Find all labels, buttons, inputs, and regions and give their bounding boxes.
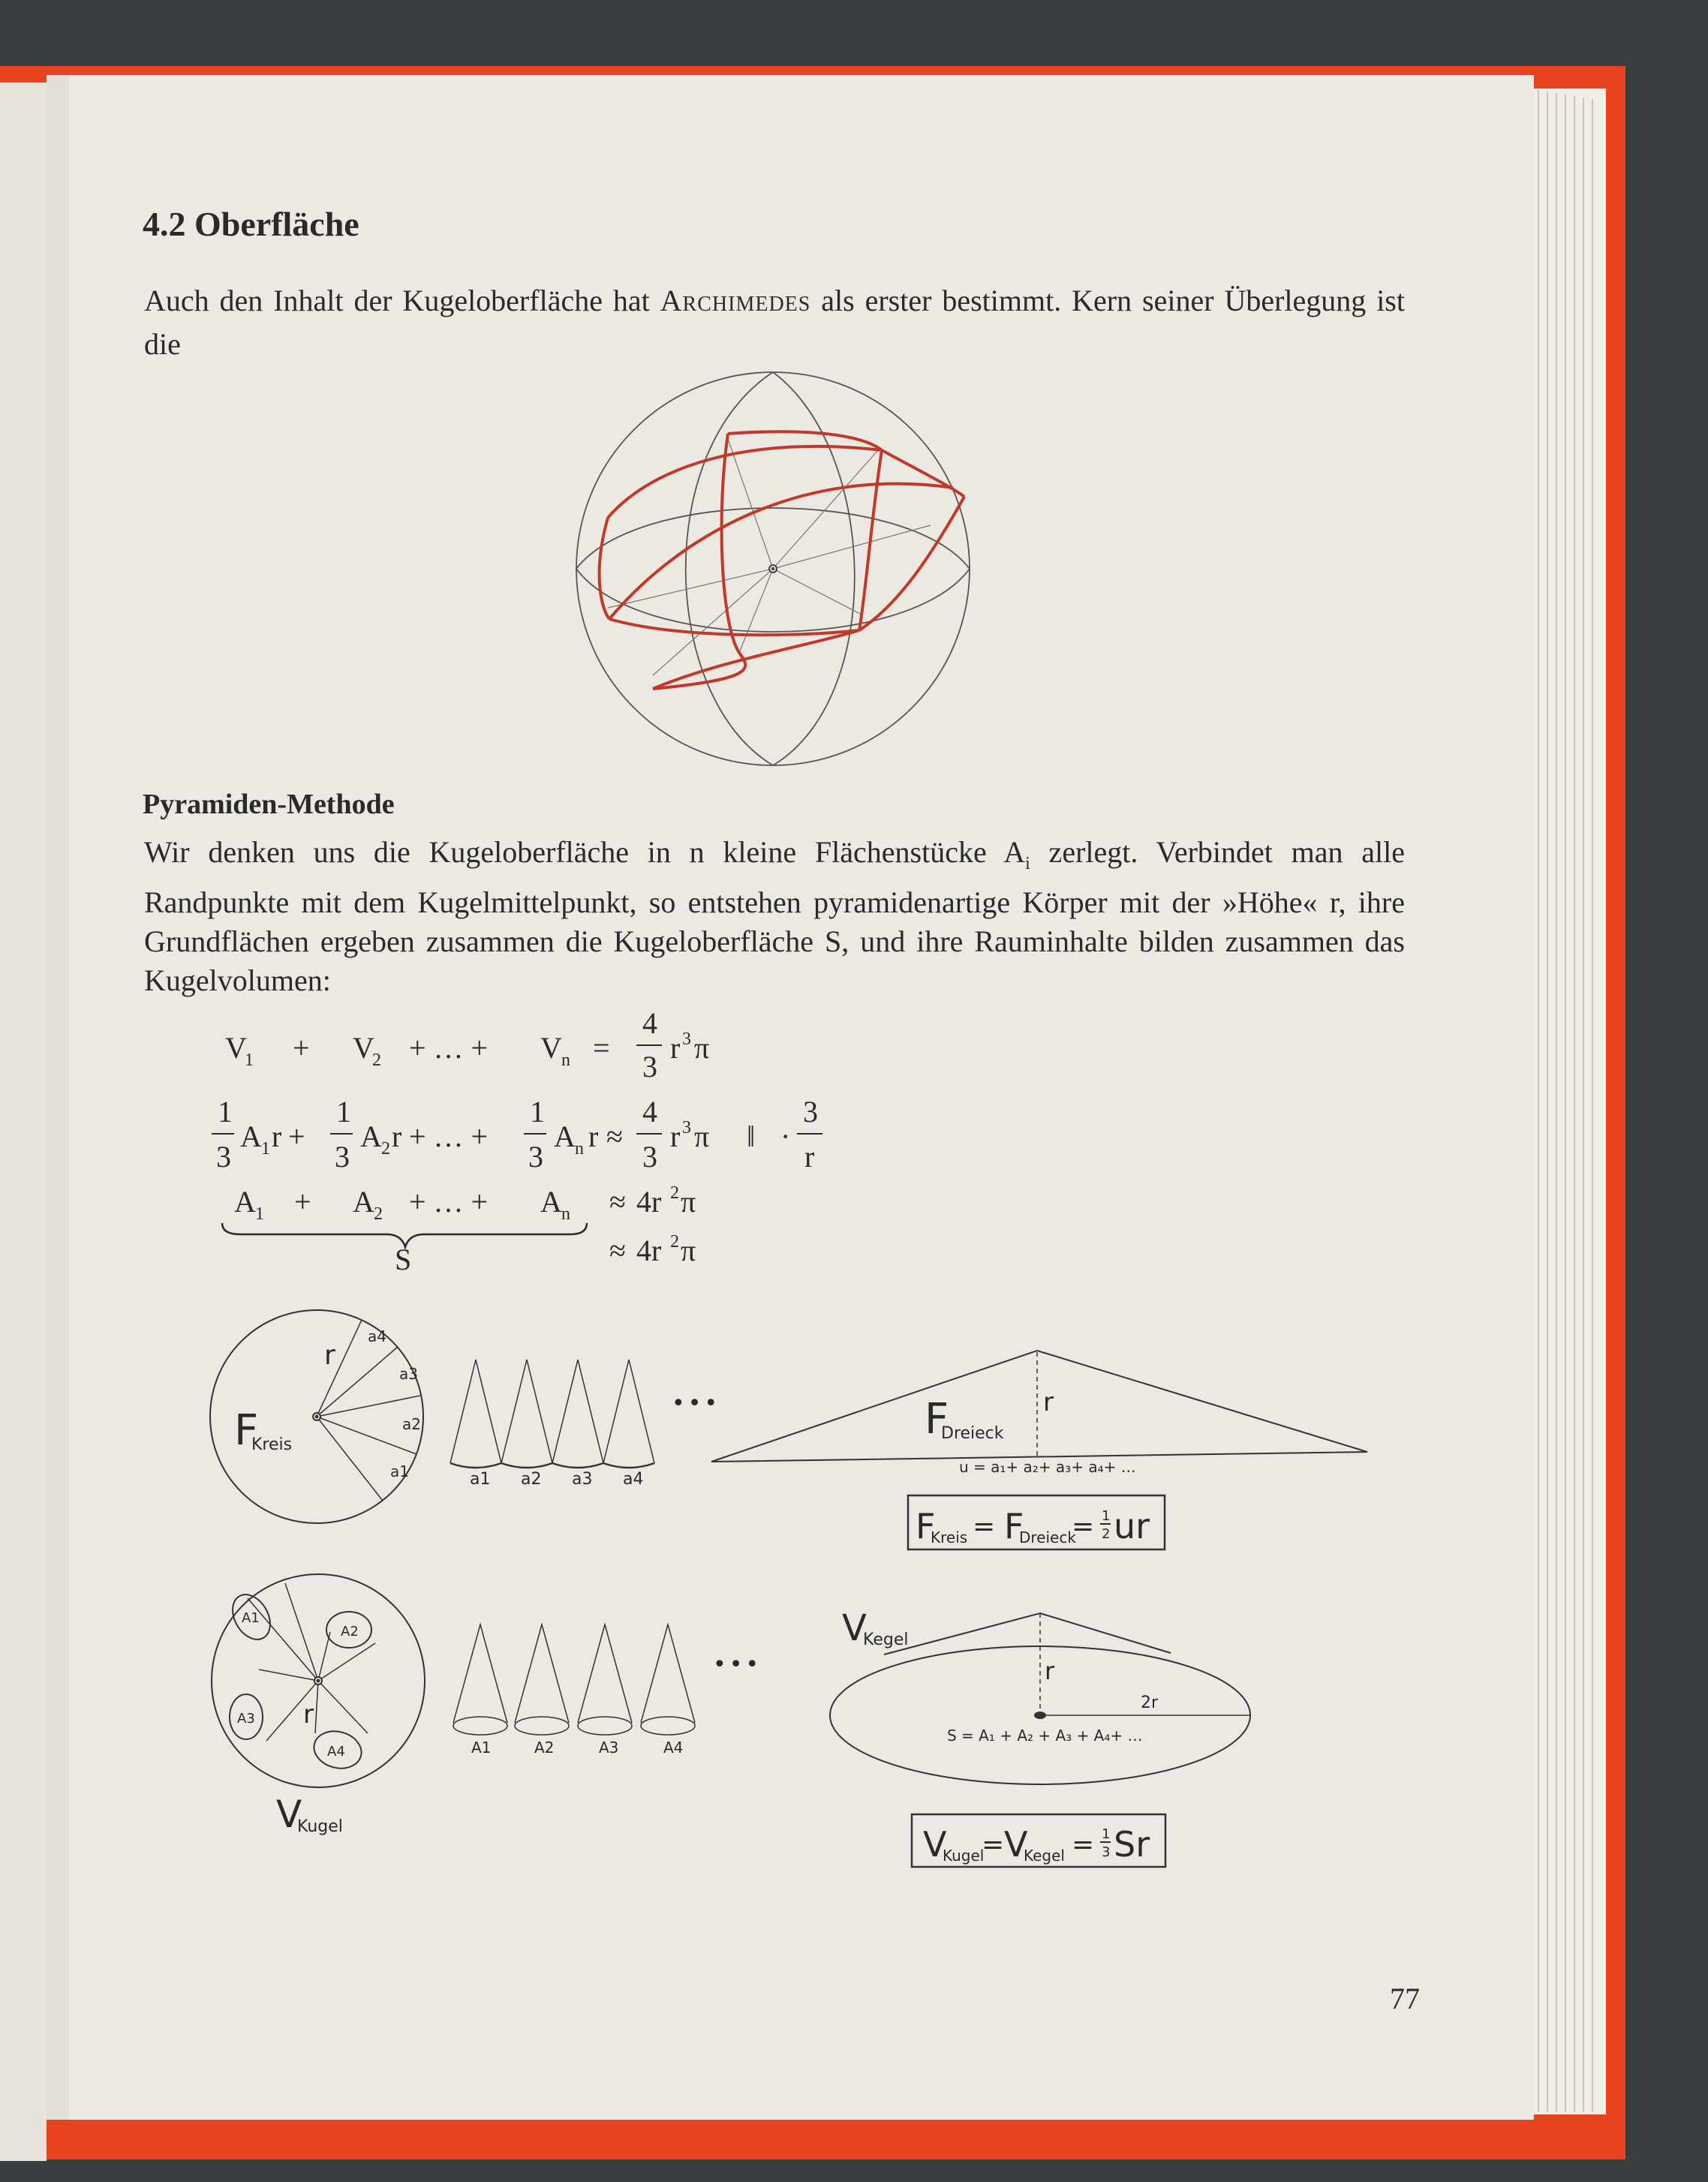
eq-S: S: [395, 1243, 412, 1276]
radius-label: r: [324, 1340, 335, 1371]
eq-sub: 1: [245, 1050, 254, 1070]
eq-A: A: [353, 1185, 374, 1219]
patch-label: A2: [341, 1624, 359, 1640]
eq-exp: 2: [670, 1232, 679, 1252]
V-sub-label: Kugel: [297, 1817, 343, 1836]
eq-r: r: [392, 1120, 402, 1153]
section-heading: [143, 204, 359, 244]
patch-label: A4: [327, 1744, 345, 1760]
paragraph-text: Wir denken uns die Kugeloberfläche in n kleine Flächenstücke A: [144, 835, 1026, 869]
cone-label: A3: [599, 1739, 619, 1757]
person-name: Archimedes: [660, 284, 811, 317]
radius-label: r: [303, 1700, 314, 1730]
eq-sub: n: [561, 1204, 570, 1224]
eq-r: r: [670, 1031, 681, 1065]
eq-den: 3: [335, 1140, 350, 1174]
eq-r: r: [670, 1120, 681, 1153]
F-sub: Kreis: [931, 1528, 968, 1546]
V-sub-label: Kegel: [863, 1630, 909, 1649]
equals: =: [1072, 1511, 1095, 1542]
intro-text-end: als erster bestimmt. Kern seiner Überlegung ist die: [144, 284, 1405, 361]
eq-cdot: ·: [780, 1120, 791, 1153]
intro-text: Auch den Inhalt der Kugeloberfläche hat: [144, 284, 660, 317]
eq-den: 3: [216, 1140, 231, 1174]
eq-plus: +: [288, 1120, 305, 1153]
arc-label: a2: [402, 1415, 421, 1433]
eq-num: 4: [642, 1006, 657, 1040]
eq-sub: n: [575, 1139, 584, 1159]
eq-A: A: [234, 1185, 256, 1219]
F-symbol: F: [916, 1506, 936, 1546]
page-stack: [1531, 89, 1606, 2114]
arc-label: a4: [368, 1327, 386, 1345]
perimeter-formula: u = a₁+ a₂+ a₃+ a₄+ …: [959, 1458, 1136, 1476]
page: [47, 75, 1534, 2120]
cone-label: A1: [471, 1739, 492, 1757]
eq-V: V: [225, 1031, 247, 1065]
V-sub: Kegel: [1024, 1847, 1065, 1865]
eq-den: 3: [528, 1140, 543, 1174]
cone-label: A2: [534, 1739, 555, 1757]
eq-dots: + … +: [409, 1031, 489, 1065]
eq-plus: +: [293, 1031, 310, 1065]
F-symbol: F: [1004, 1506, 1024, 1546]
eq-A: A: [554, 1120, 576, 1153]
V-label: V: [276, 1793, 302, 1836]
eq-num: 1: [336, 1095, 351, 1129]
eq-bar: ‖: [747, 1120, 756, 1153]
subheading: Pyramiden-Methode: [143, 789, 395, 820]
eq-approx: ≈: [609, 1185, 626, 1219]
V-symbol: V: [923, 1824, 947, 1865]
eq-sub: 2: [381, 1139, 390, 1159]
eq-r: r: [588, 1120, 599, 1153]
eq-sub: n: [561, 1050, 570, 1070]
cone-label: a3: [572, 1470, 593, 1489]
subscript-i: i: [1025, 854, 1030, 873]
eq-V: V: [540, 1031, 562, 1065]
formula-tail: ur: [1114, 1506, 1150, 1546]
frac-num: 1: [1102, 1508, 1111, 1524]
eq-pi: π: [681, 1234, 696, 1267]
eq-num: 1: [218, 1095, 233, 1129]
patch-label: A1: [242, 1610, 260, 1626]
eq-exp: 3: [682, 1029, 691, 1049]
eq-sub: 1: [255, 1204, 264, 1224]
eq-sub: 2: [374, 1204, 383, 1224]
eq-den: 3: [642, 1050, 657, 1083]
paragraph-text-end: zerlegt. Verbindet man alle Randpunkte mit dem Kugelmittelpunkt, so entstehen pyramidenartige Körper mit der »Höhe« r, ihre Grundflächen ergeben zusammen die Kugeloberfläche S, und ihre Rauminhalte bilden zusammen das Kugelvolumen:: [144, 835, 1406, 997]
V-symbol: V: [1004, 1824, 1028, 1865]
eq-den: 3: [642, 1140, 657, 1174]
eq-sub: 1: [261, 1139, 270, 1159]
height-label: r: [1045, 1657, 1055, 1685]
eq-dots: + … +: [409, 1120, 489, 1153]
eq-A: A: [360, 1120, 382, 1153]
eq-A: A: [540, 1185, 562, 1219]
eq-pi: π: [694, 1031, 710, 1065]
arc-label: a3: [399, 1365, 418, 1383]
F-sub-label: Kreis: [251, 1435, 293, 1454]
radius-label: 2r: [1141, 1694, 1159, 1712]
height-label: r: [1043, 1387, 1054, 1417]
eq-pi: π: [694, 1120, 710, 1153]
section-title: Oberfläche: [194, 205, 359, 243]
equals: =: [973, 1511, 996, 1542]
arc-label: a1: [390, 1462, 409, 1480]
ellipsis: •••: [672, 1390, 721, 1417]
surface-formula: S = A₁ + A₂ + A₃ + A₄+ …: [947, 1727, 1143, 1745]
eq-4r: 4r: [636, 1234, 662, 1267]
V-sub: Kugel: [943, 1847, 985, 1865]
eq-dots: + … +: [409, 1185, 489, 1219]
F-label: F: [234, 1406, 259, 1455]
eq-num: 1: [530, 1095, 545, 1129]
eq-num: 3: [803, 1095, 818, 1129]
equals: =: [1072, 1829, 1095, 1860]
F-label: F: [925, 1395, 949, 1444]
patch-label: A3: [237, 1711, 255, 1727]
equals: =: [982, 1829, 1005, 1860]
cone-label: a1: [470, 1470, 491, 1489]
eq-equals: =: [593, 1031, 610, 1065]
eq-A: A: [240, 1120, 262, 1153]
frac-den: 2: [1102, 1526, 1111, 1542]
intro-paragraph: [144, 279, 1405, 366]
eq-den: r: [804, 1140, 815, 1174]
F-sub: Dreieck: [1019, 1528, 1076, 1546]
formula-tail: Sr: [1114, 1824, 1150, 1865]
eq-4r: 4r: [636, 1185, 662, 1219]
F-sub-label: Dreieck: [941, 1424, 1004, 1443]
frac-num: 1: [1102, 1826, 1111, 1842]
page-number: 77: [1390, 1982, 1420, 2015]
eq-pi: π: [681, 1185, 696, 1219]
eq-exp: 3: [682, 1118, 691, 1138]
cone-label: a4: [623, 1470, 644, 1489]
cone-label: A4: [663, 1739, 684, 1757]
method-paragraph: [144, 833, 1405, 1000]
eq-num: 4: [642, 1095, 657, 1129]
section-number: 4.2: [143, 205, 186, 243]
frac-den: 3: [1102, 1844, 1111, 1860]
cone-label: a2: [521, 1470, 542, 1489]
eq-exp: 2: [670, 1183, 679, 1203]
eq-sub: 2: [372, 1050, 381, 1070]
eq-r: r: [272, 1120, 282, 1153]
eq-approx: ≈: [609, 1234, 626, 1267]
left-page: [0, 83, 47, 2161]
eq-plus: +: [294, 1185, 311, 1219]
V-label: V: [842, 1607, 867, 1649]
ellipsis: •••: [713, 1652, 762, 1678]
eq-V: V: [353, 1031, 374, 1065]
eq-approx: ≈: [606, 1120, 623, 1153]
